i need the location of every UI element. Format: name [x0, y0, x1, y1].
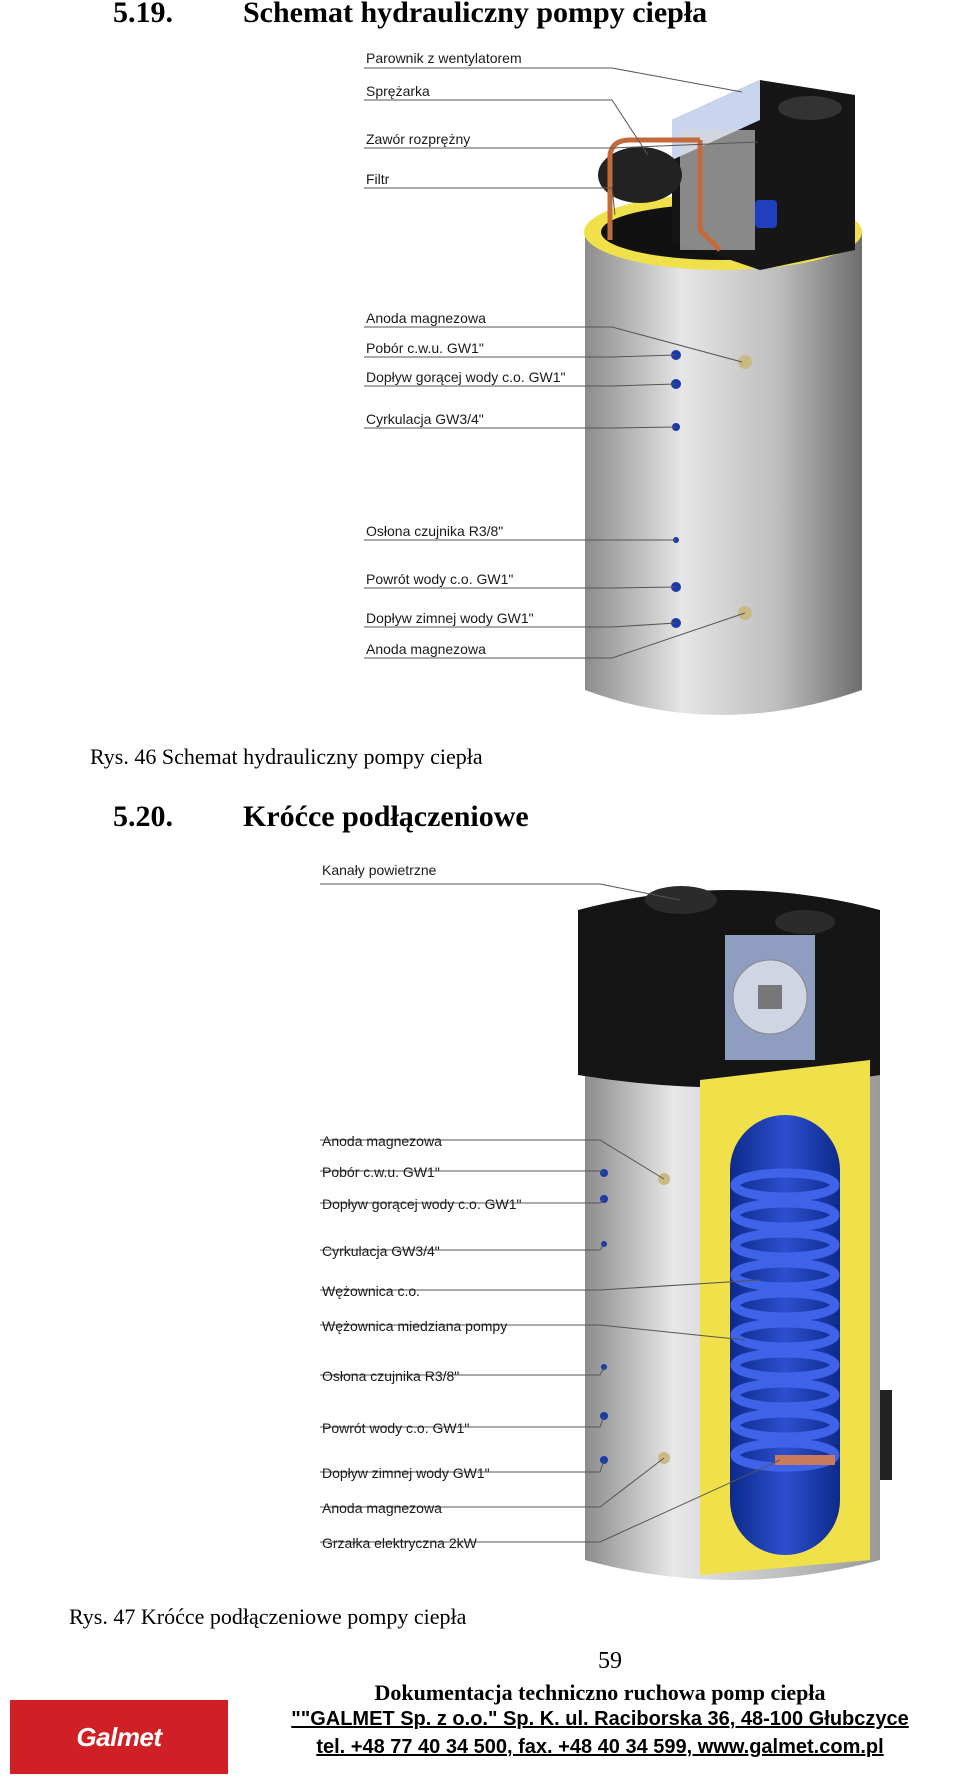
label-hot-water-inlet: Dopływ gorącej wody c.o. GW1" [322, 1196, 522, 1212]
label-anode-bottom: Anoda magnezowa [322, 1500, 442, 1516]
label-copper-coil: Wężownica miedziana pompy [322, 1318, 508, 1334]
label-return: Powrót wody c.o. GW1" [322, 1420, 470, 1436]
side-bracket [880, 1390, 892, 1480]
label-dhw-outlet: Pobór c.w.u. GW1" [322, 1164, 440, 1180]
section-number: 5.19. [113, 0, 173, 29]
heating-element [775, 1455, 835, 1465]
fan-hub [758, 985, 782, 1009]
footer-doc-title: Dokumentacja techniczno ruchowa pomp ciepła [374, 1680, 826, 1705]
galmet-logo [10, 1700, 228, 1774]
label-expansion-valve: Zawór rozprężny [366, 131, 471, 147]
label-circulation: Cyrkulacja GW3/4" [366, 411, 484, 427]
label-return: Powrót wody c.o. GW1" [366, 571, 514, 587]
label-filter: Filtr [366, 171, 390, 187]
page-number: 59 [598, 1648, 622, 1674]
footer-contact: tel. +48 77 40 34 500, fax. +48 40 34 599, www.galmet.com.pl [316, 1736, 884, 1758]
section-title: Schemat hydrauliczny pompy ciepła [243, 0, 708, 29]
label-co-coil: Wężownica c.o. [322, 1283, 421, 1299]
figure-47-caption: Rys. 47 Króćce podłączeniowe pompy ciepła [69, 1604, 467, 1629]
label-evaporator: Parownik z wentylatorem [366, 50, 522, 66]
air-duct-2 [775, 910, 835, 934]
section-title: Króćce podłączeniowe [243, 800, 529, 833]
label-compressor: Sprężarka [366, 83, 430, 99]
label-circulation: Cyrkulacja GW3/4" [322, 1243, 440, 1259]
logo-text: Galmet [76, 1722, 162, 1752]
label-dhw-outlet: Pobór c.w.u. GW1" [366, 340, 484, 356]
label-anode-bottom: Anoda magnezowa [366, 641, 486, 657]
label-electric-heater: Grzałka elektryczna 2kW [322, 1535, 477, 1551]
label-anode-top: Anoda magnezowa [322, 1133, 442, 1149]
label-sensor-sleeve: Osłona czujnika R3/8" [322, 1368, 460, 1384]
label-cold-water-inlet: Dopływ zimnej wody GW1" [366, 610, 534, 626]
section-number: 5.20. [113, 800, 173, 833]
footer-company: ""GALMET Sp. z o.o." Sp. K. ul. Raciborska 36, 48-100 Głubczyce [291, 1708, 909, 1730]
label-sensor-sleeve: Osłona czujnika R3/8" [366, 523, 504, 539]
air-duct-1 [645, 886, 717, 914]
label-air-ducts: Kanały powietrzne [322, 862, 437, 878]
label-hot-water-inlet: Dopływ gorącej wody c.o. GW1" [366, 369, 566, 385]
label-cold-water-inlet: Dopływ zimnej wody GW1" [322, 1465, 490, 1481]
figure-46-caption: Rys. 46 Schemat hydrauliczny pompy ciepła [90, 744, 483, 769]
label-anode-top: Anoda magnezowa [366, 310, 486, 326]
